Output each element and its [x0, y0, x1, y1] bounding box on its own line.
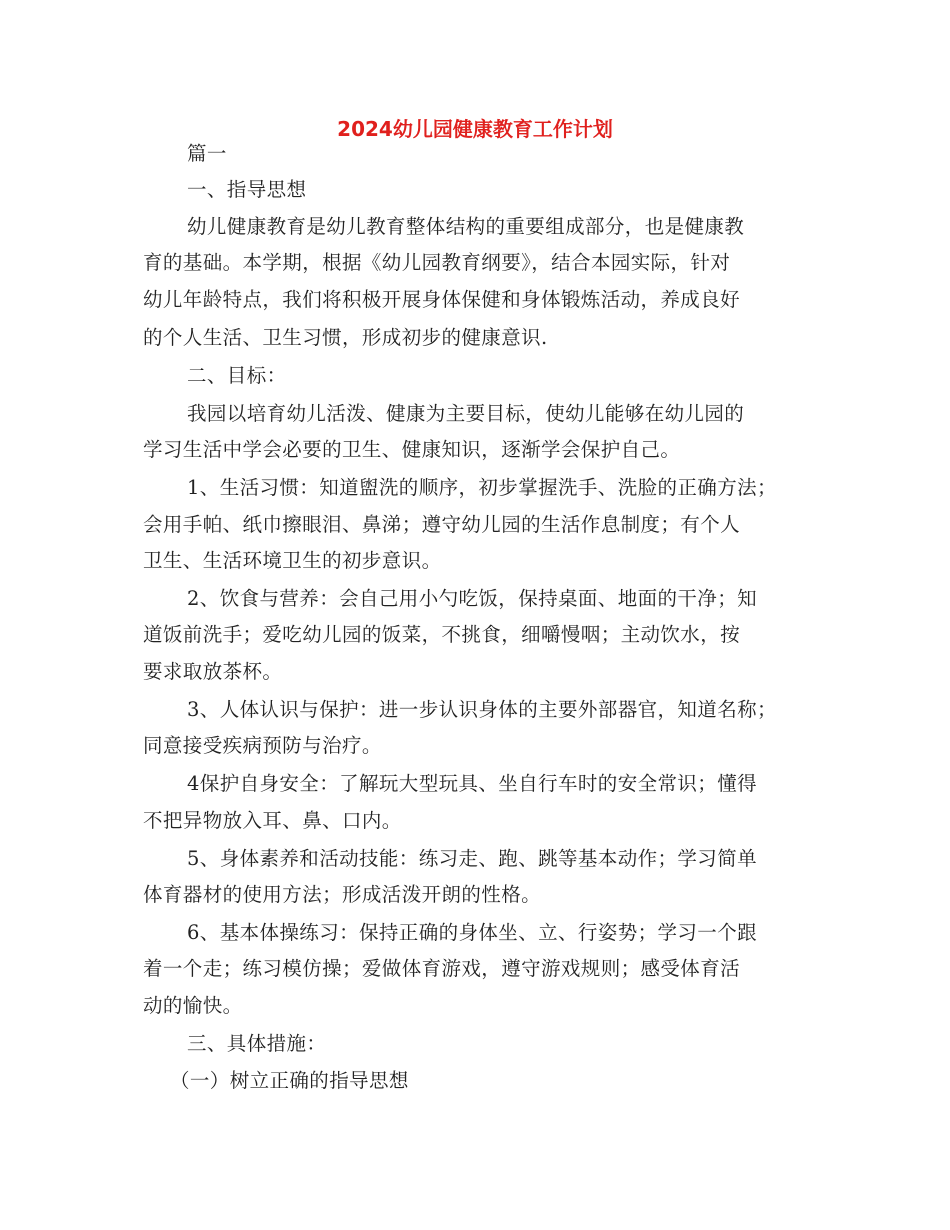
- list-item-line: 2、饮食与营养：会自己用小勺吃饭，保持桌面、地面的干净；知: [187, 587, 758, 610]
- list-item-line: 不把异物放入耳、鼻、口内。: [143, 809, 402, 832]
- list-item-line: 会用手帕、纸巾擦眼泪、鼻涕；遵守幼儿园的生活作息制度；有个人: [143, 513, 741, 536]
- paragraph-line: 幼儿年龄特点，我们将积极开展身体保健和身体锻炼活动，养成良好: [143, 288, 741, 311]
- list-item-line: 1、生活习惯：知道盥洗的顺序，初步掌握洗手、洗脸的正确方法；: [187, 476, 777, 499]
- list-item-line: 5、身体素养和活动技能：练习走、跑、跳等基本动作；学习简单: [187, 847, 758, 870]
- list-item-line: 动的愉快。: [143, 994, 243, 1017]
- list-item-line: 要求取放茶杯。: [143, 660, 283, 683]
- paragraph-line: 学习生活中学会必要的卫生、健康知识，逐渐学会保护自己。: [143, 438, 681, 461]
- list-item-line: 3、人体认识与保护：进一步认识身体的主要外部器官，知道名称；: [187, 698, 777, 721]
- list-item-line: 6、基本体操练习：保持正确的身体坐、立、行姿势；学习一个跟: [187, 921, 758, 944]
- section-label: 篇一: [187, 142, 227, 165]
- document-title: 2024幼儿园健康教育工作计划: [337, 117, 613, 141]
- heading-measures: 三、具体措施：: [187, 1032, 327, 1055]
- list-item-line: 同意接受疾病预防与治疗。: [143, 734, 382, 757]
- heading-guiding-thought: 一、指导思想: [187, 178, 307, 201]
- list-item-line: 4保护自身安全：了解玩大型玩具、坐自行车时的安全常识；懂得: [187, 772, 758, 795]
- list-item-line: 着一个走；练习模仿操；爱做体育游戏，遵守游戏规则；感受体育活: [143, 957, 741, 980]
- heading-goals: 二、目标：: [187, 364, 287, 387]
- paragraph-line: 育的基础。本学期，根据《幼儿园教育纲要》，结合本园实际，针对: [143, 251, 731, 274]
- paragraph-line: 的个人生活、卫生习惯，形成初步的健康意识.: [143, 326, 548, 349]
- paragraph-line: 幼儿健康教育是幼儿教育整体结构的重要组成部分，也是健康教: [187, 215, 745, 238]
- list-item-line: 卫生、生活环境卫生的初步意识。: [143, 549, 442, 572]
- subheading-line: （一）树立正确的指导思想: [170, 1069, 409, 1092]
- list-item-line: 道饭前洗手；爱吃幼儿园的饭菜，不挑食，细嚼慢咽；主动饮水，按: [143, 623, 741, 646]
- list-item-line: 体育器材的使用方法；形成活泼开朗的性格。: [143, 883, 542, 906]
- paragraph-line: 我园以培育幼儿活泼、健康为主要目标，使幼儿能够在幼儿园的: [187, 402, 745, 425]
